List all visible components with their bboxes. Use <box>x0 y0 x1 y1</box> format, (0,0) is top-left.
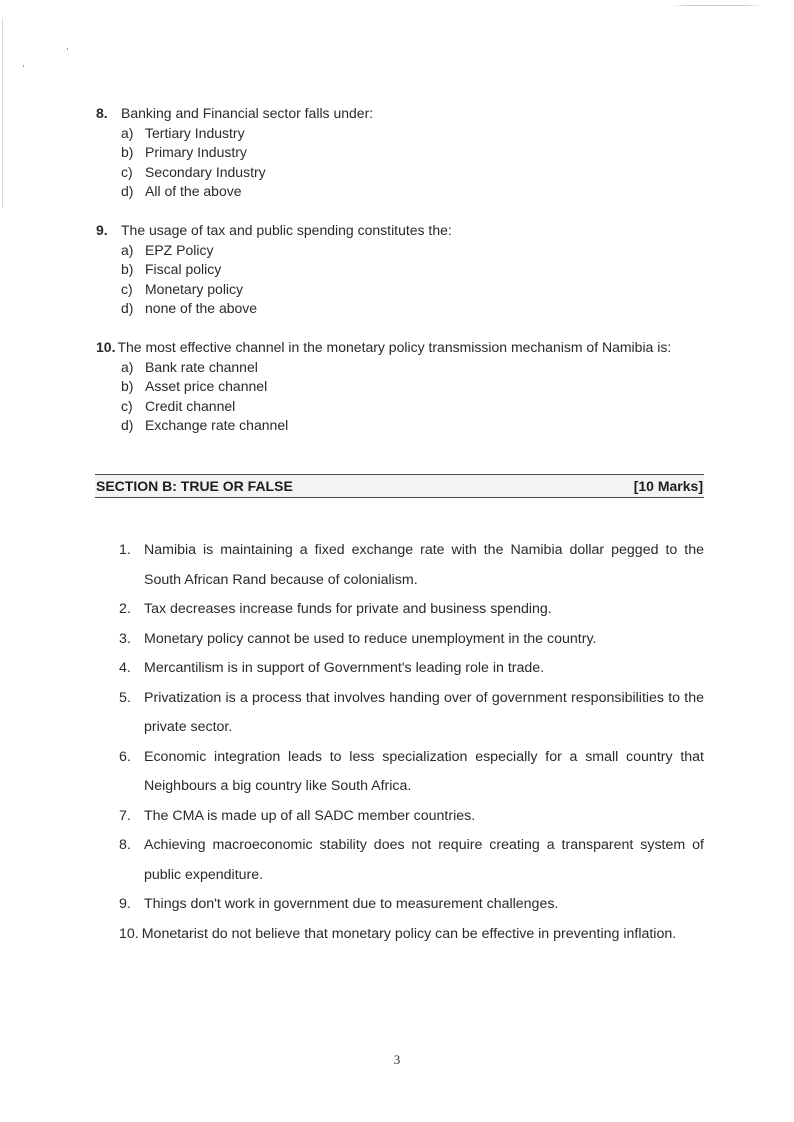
option-text: EPZ Policy <box>145 241 214 258</box>
statement-item <box>119 920 704 950</box>
statement-item <box>119 654 704 684</box>
scan-edge-top <box>672 5 762 6</box>
statement-number: 1. <box>119 542 131 558</box>
option-letter: b) <box>121 261 134 277</box>
statement-item <box>119 625 704 655</box>
answer-options <box>121 124 373 202</box>
answer-option <box>121 280 452 300</box>
option-text: Monetary policy <box>145 280 244 297</box>
option-letter: d) <box>121 417 134 433</box>
answer-option <box>121 377 671 397</box>
answer-options <box>121 358 671 436</box>
question-number: 8. <box>96 105 108 121</box>
answer-option <box>121 397 671 417</box>
option-letter: a) <box>121 241 134 258</box>
statement-number: 3. <box>119 630 131 647</box>
statement-text: Privatization is a process that involves handing over of government responsibilities to the private sector. <box>144 689 704 735</box>
option-text: All of the above <box>145 183 242 199</box>
statement-item <box>119 595 704 625</box>
question-9 <box>96 221 452 319</box>
answer-options <box>121 241 452 319</box>
page-number: 3 <box>393 1052 401 1067</box>
answer-option <box>121 241 452 261</box>
statement-item <box>119 536 704 595</box>
option-letter: d) <box>121 300 134 316</box>
answer-option <box>121 163 373 183</box>
option-letter: d) <box>121 183 134 199</box>
question-number: 10. <box>96 339 116 355</box>
section-title: SECTION B: TRUE OR FALSE <box>96 478 293 494</box>
option-text: Tertiary Industry <box>145 124 245 141</box>
statement-number: 8. <box>119 837 131 853</box>
option-text: Primary Industry <box>145 144 247 160</box>
option-text: Asset price channel <box>145 378 268 394</box>
section-b-header <box>95 474 704 498</box>
question-text: The most effective channel in the monetary policy transmission mechanism of Namibia is: <box>117 339 672 355</box>
answer-option <box>121 416 671 436</box>
scan-speck <box>23 65 24 67</box>
statement-item <box>119 743 704 802</box>
statement-item <box>119 684 704 743</box>
option-text: Fiscal policy <box>145 261 222 277</box>
answer-option <box>121 143 373 163</box>
statement-number: 7. <box>119 807 131 824</box>
statement-item <box>119 831 704 890</box>
option-letter: b) <box>121 144 134 160</box>
scan-edge-left <box>2 18 3 208</box>
option-letter: a) <box>121 358 134 375</box>
question-8 <box>96 104 373 202</box>
answer-option <box>121 358 671 378</box>
statement-text: Monetarist do not believe that monetary policy can be effective in preventing inflation. <box>141 925 677 942</box>
option-letter: c) <box>121 397 133 414</box>
statement-item <box>119 802 704 832</box>
answer-option <box>121 124 373 144</box>
statement-text: Tax decreases increase funds for private and business spending. <box>144 601 552 617</box>
option-text: Secondary Industry <box>145 163 266 180</box>
option-text: Credit channel <box>145 397 236 414</box>
statement-number: 9. <box>119 896 131 912</box>
statement-text: Mercantilism is in support of Government's leading role in trade. <box>144 660 545 676</box>
question-10 <box>96 338 671 436</box>
question-number: 9. <box>96 222 108 238</box>
statement-number: 10. <box>119 925 139 942</box>
option-text: none of the above <box>145 300 258 316</box>
statement-number: 4. <box>119 660 131 676</box>
statement-text: Monetary policy cannot be used to reduce unemployment in the country. <box>144 630 597 647</box>
question-text: Banking and Financial sector falls under: <box>121 105 374 121</box>
statement-number: 5. <box>119 689 131 706</box>
answer-option <box>121 260 452 280</box>
statement-number: 6. <box>119 748 131 765</box>
statement-text: Achieving macroeconomic stability does not require creating a transparent system of public expenditure. <box>144 837 704 883</box>
scan-speck <box>67 48 68 50</box>
option-letter: a) <box>121 124 134 141</box>
option-text: Exchange rate channel <box>145 417 289 433</box>
option-letter: c) <box>121 280 133 297</box>
answer-option <box>121 299 452 319</box>
true-false-list <box>119 536 704 949</box>
statement-text: The CMA is made up of all SADC member countries. <box>144 807 476 824</box>
statement-item <box>119 890 704 920</box>
option-letter: b) <box>121 378 134 394</box>
section-marks: [10 Marks] <box>633 478 703 494</box>
statement-text: Things don't work in government due to measurement challenges. <box>144 896 559 912</box>
question-text: The usage of tax and public spending constitutes the: <box>121 222 452 238</box>
statement-number: 2. <box>119 601 131 617</box>
statement-text: Economic integration leads to less specialization especially for a small country that Neighbours a big country like South Africa. <box>144 748 704 794</box>
answer-option <box>121 182 373 202</box>
statement-text: Namibia is maintaining a fixed exchange rate with the Namibia dollar pegged to the South African Rand because of colonialism. <box>144 542 704 588</box>
option-text: Bank rate channel <box>145 358 258 375</box>
option-letter: c) <box>121 163 133 180</box>
